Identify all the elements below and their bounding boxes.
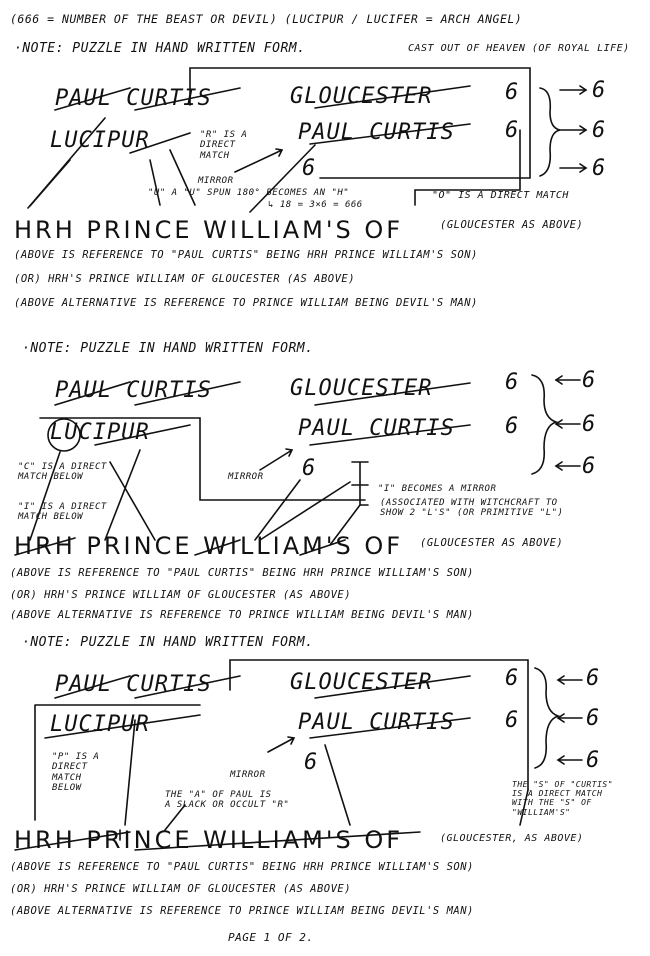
s2-arrow-six-1: 6 [582,368,597,393]
s2-arrow-six-2: 6 [582,412,597,437]
s2-arrow-six-3: 6 [582,454,597,479]
s1-u-spun: "U" A "U" SPUN 180° BECOMES AN "H" [148,188,350,198]
s2-six-c: 6 [302,456,317,481]
s1-ref-1: (ABOVE IS REFERENCE TO "PAUL CURTIS" BEING HRH PRINCE WILLIAM'S SON) [14,249,478,261]
s3-mirror: MIRROR [230,770,266,780]
s2-c-match: "C" IS A DIRECT MATCH BELOW [18,462,107,483]
s2-ref-2: (OR) HRH'S PRINCE WILLIAM OF GLOUCESTER (AS ABOVE) [10,589,352,601]
s3-hrh: HRH PRINCE WILLIAM'S OF [14,826,404,854]
s3-s-match: THE "S" OF "CURTIS" IS A DIRECT MATCH WITH THE "S" OF "WILLIAM'S" [512,780,614,817]
s3-ref-1: (ABOVE IS REFERENCE TO "PAUL CURTIS" BEING HRH PRINCE WILLIAM'S SON) [10,861,474,873]
s2-witchcraft: (ASSOCIATED WITH WITCHCRAFT TO SHOW 2 "L'S" (OR PRIMITIVE "L") [380,498,564,519]
s2-lucipur: LUCIPUR [50,420,150,445]
s1-six-a: 6 [505,80,520,105]
s1-ref-2: (OR) HRH'S PRINCE WILLIAM OF GLOUCESTER (AS ABOVE) [14,273,356,285]
s1-mirror: MIRROR [198,176,234,186]
header-cast-out: CAST OUT OF HEAVEN (OF ROYAL LIFE) [408,43,630,54]
s1-r-match: "R" IS A DIRECT MATCH [200,130,248,161]
s1-calc: ↳ 18 = 3×6 = 666 [268,200,363,210]
s1-gloucester-above: (GLOUCESTER AS ABOVE) [440,219,584,231]
s3-gloucester-above: (GLOUCESTER, AS ABOVE) [440,833,584,844]
s2-hrh: HRH PRINCE WILLIAM'S OF [14,532,404,560]
s3-paul-curtis: PAUL CURTIS [55,672,212,697]
s2-paul-curtis-2: PAUL CURTIS [298,416,455,441]
s1-ref-3: (ABOVE ALTERNATIVE IS REFERENCE TO PRINCE WILLIAM BEING DEVIL'S MAN) [14,297,478,309]
s3-arrow-six-2: 6 [586,706,601,731]
s3-six-b: 6 [505,708,520,733]
s3-p-match: "P" IS A DIRECT MATCH BELOW [52,752,100,794]
s3-ref-3: (ABOVE ALTERNATIVE IS REFERENCE TO PRINCE WILLIAM BEING DEVIL'S MAN) [10,905,474,917]
s1-o-match: "O" IS A DIRECT MATCH [432,190,569,201]
s2-gloucester-above: (GLOUCESTER AS ABOVE) [420,537,564,549]
header-note: ·NOTE: PUZZLE IN HAND WRITTEN FORM. [14,41,306,56]
s2-note: ·NOTE: PUZZLE IN HAND WRITTEN FORM. [22,341,314,356]
s1-six-c: 6 [302,156,317,181]
s2-i-match: "I" IS A DIRECT MATCH BELOW [18,502,107,523]
s2-ref-3: (ABOVE ALTERNATIVE IS REFERENCE TO PRINCE WILLIAM BEING DEVIL'S MAN) [10,609,474,621]
page-number: PAGE 1 OF 2. [228,931,314,944]
s3-note: ·NOTE: PUZZLE IN HAND WRITTEN FORM. [22,635,314,650]
s1-arrow-six-2: 6 [592,118,607,143]
s1-six-b: 6 [505,118,520,143]
s3-six-c: 6 [304,750,319,775]
s3-ref-2: (OR) HRH'S PRINCE WILLIAM OF GLOUCESTER (AS ABOVE) [10,883,352,895]
s3-six-a: 6 [505,666,520,691]
s3-arrow-six-1: 6 [586,666,601,691]
s3-a-of-paul: THE "A" OF PAUL IS A SLACK OR OCCULT "R" [165,790,290,811]
s2-mirror: MIRROR [228,472,264,482]
s1-gloucester: GLOUCESTER [290,84,433,109]
s1-arrow-six-1: 6 [592,78,607,103]
s1-arrow-six-3: 6 [592,156,607,181]
s2-six-b: 6 [505,414,520,439]
s1-lucipur: LUCIPUR [50,128,150,153]
s2-l-mirror: "I" BECOMES A MIRROR [378,484,497,494]
s3-lucipur: LUCIPUR [50,712,150,737]
s1-paul-curtis-2: PAUL CURTIS [298,120,455,145]
s3-paul-curtis-2: PAUL CURTIS [298,710,455,735]
header-line-1: (666 = NUMBER OF THE BEAST OR DEVIL) (LUCIPUR / LUCIFER = ARCH ANGEL) [10,12,523,26]
s3-gloucester: GLOUCESTER [290,670,433,695]
s2-paul-curtis: PAUL CURTIS [55,378,212,403]
s2-ref-1: (ABOVE IS REFERENCE TO "PAUL CURTIS" BEING HRH PRINCE WILLIAM'S SON) [10,567,474,579]
s1-hrh: HRH PRINCE WILLIAM'S OF [14,216,404,244]
s3-arrow-six-3: 6 [586,748,601,773]
s2-gloucester: GLOUCESTER [290,376,433,401]
s1-paul-curtis: PAUL CURTIS [55,86,212,111]
s2-six-a: 6 [505,370,520,395]
